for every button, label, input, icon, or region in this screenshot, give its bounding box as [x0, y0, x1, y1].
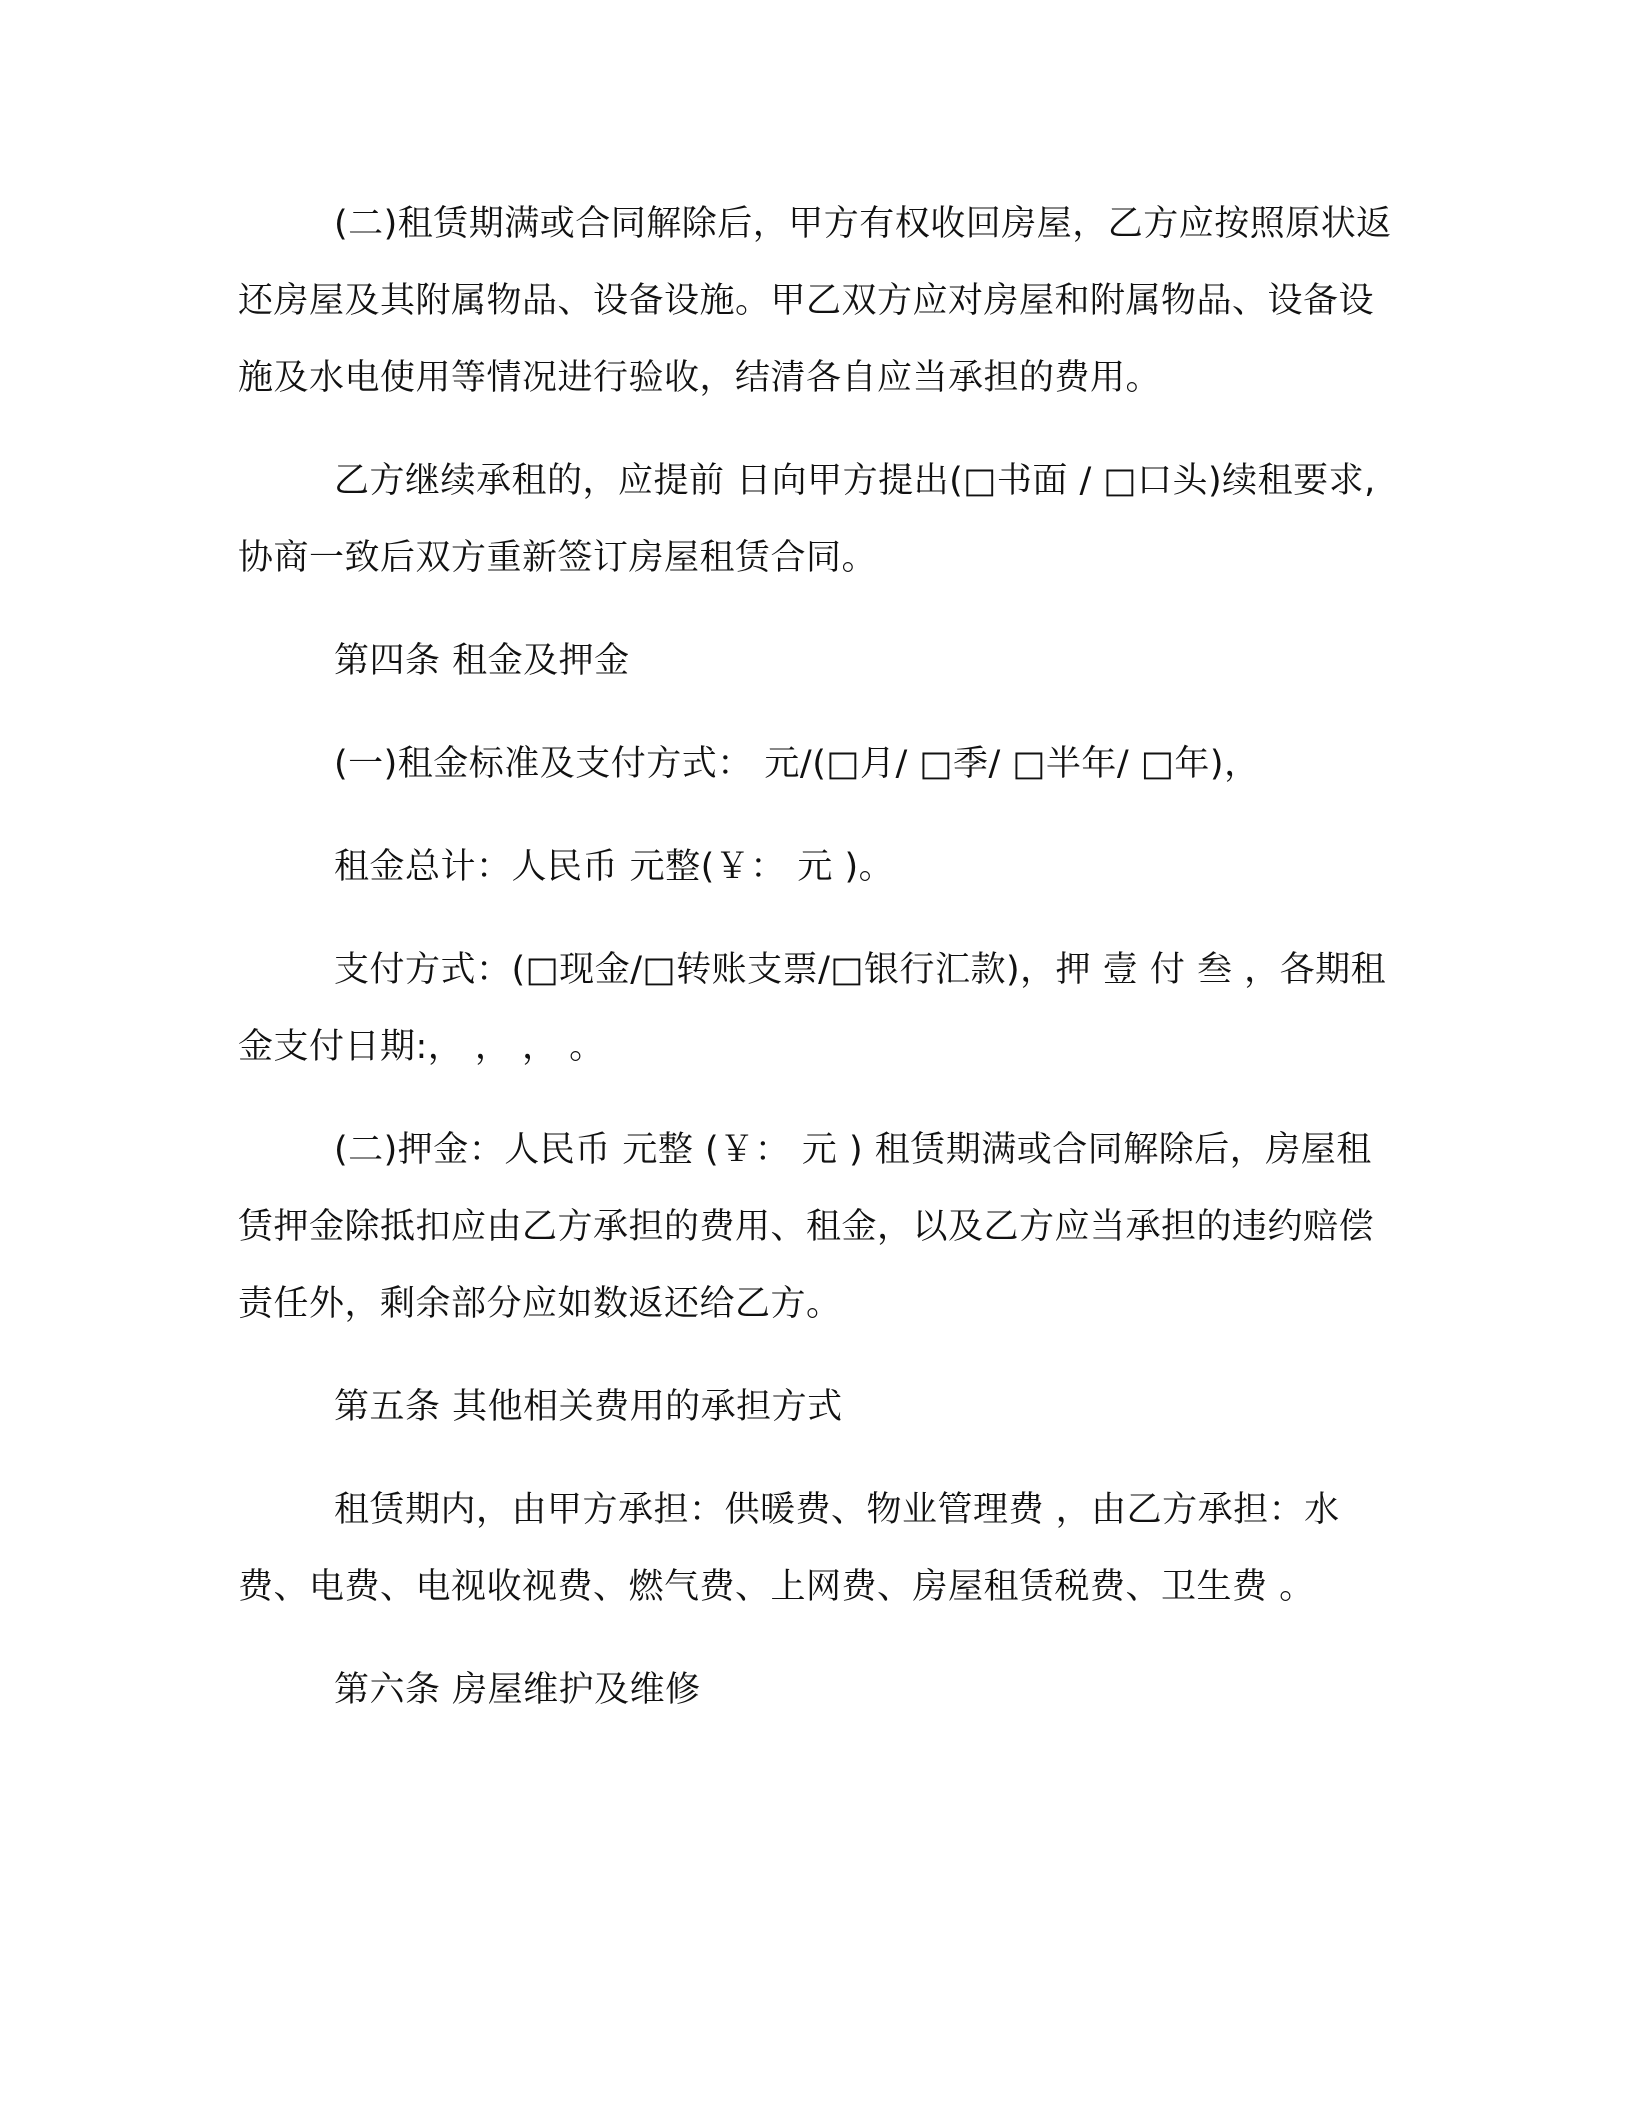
- paragraph-rent-total: 租金总计：人民币 元整(￥： 元 )。: [334, 847, 895, 887]
- paragraph-return-of-premises: (二)租赁期满或合同解除后，甲方有权收回房屋，乙方应按照原状返还房屋及其附属物品、设备设施。甲乙双方应对房屋和附属物品、设备设施及水电使用等情况进行验收，结清各自应当承担的费用。: [238, 204, 1392, 398]
- document-body: [238, 186, 1394, 1755]
- paragraph-rent-standard: (一)租金标准及支付方式： 元/(□月/ □季/ □半年/ □年)，: [334, 744, 1260, 784]
- paragraph-deposit: (二)押金：人民币 元整 (￥： 元 ) 租赁期满或合同解除后，房屋租赁押金除抵扣应由乙方承担的费用、租金，以及乙方应当承担的违约赔偿责任外，剩余部分应如数返还给乙方。: [238, 1130, 1375, 1324]
- article-6-heading: 第六条 房屋维护及维修: [334, 1670, 701, 1710]
- paragraph-fee-allocation: 租赁期内，由甲方承担：供暖费、物业管理费 ，由乙方承担：水费、电费、电视收视费、燃气费、上网费、房屋租赁税费、卫生费 。: [238, 1490, 1340, 1607]
- article-4-heading: 第四条 租金及押金: [334, 641, 630, 681]
- paragraph-payment-method: 支付方式：(□现金/□转账支票/□银行汇款)，押 壹 付 叁 ，各期租金支付日期:， ， ， 。: [238, 950, 1387, 1067]
- paragraph-lease-renewal: 乙方继续承租的，应提前 日向甲方提出(□书面 / □口头)续租要求,协商一致后双方重新签订房屋租赁合同。: [238, 461, 1376, 578]
- article-5-heading: 第五条 其他相关费用的承担方式: [334, 1387, 843, 1427]
